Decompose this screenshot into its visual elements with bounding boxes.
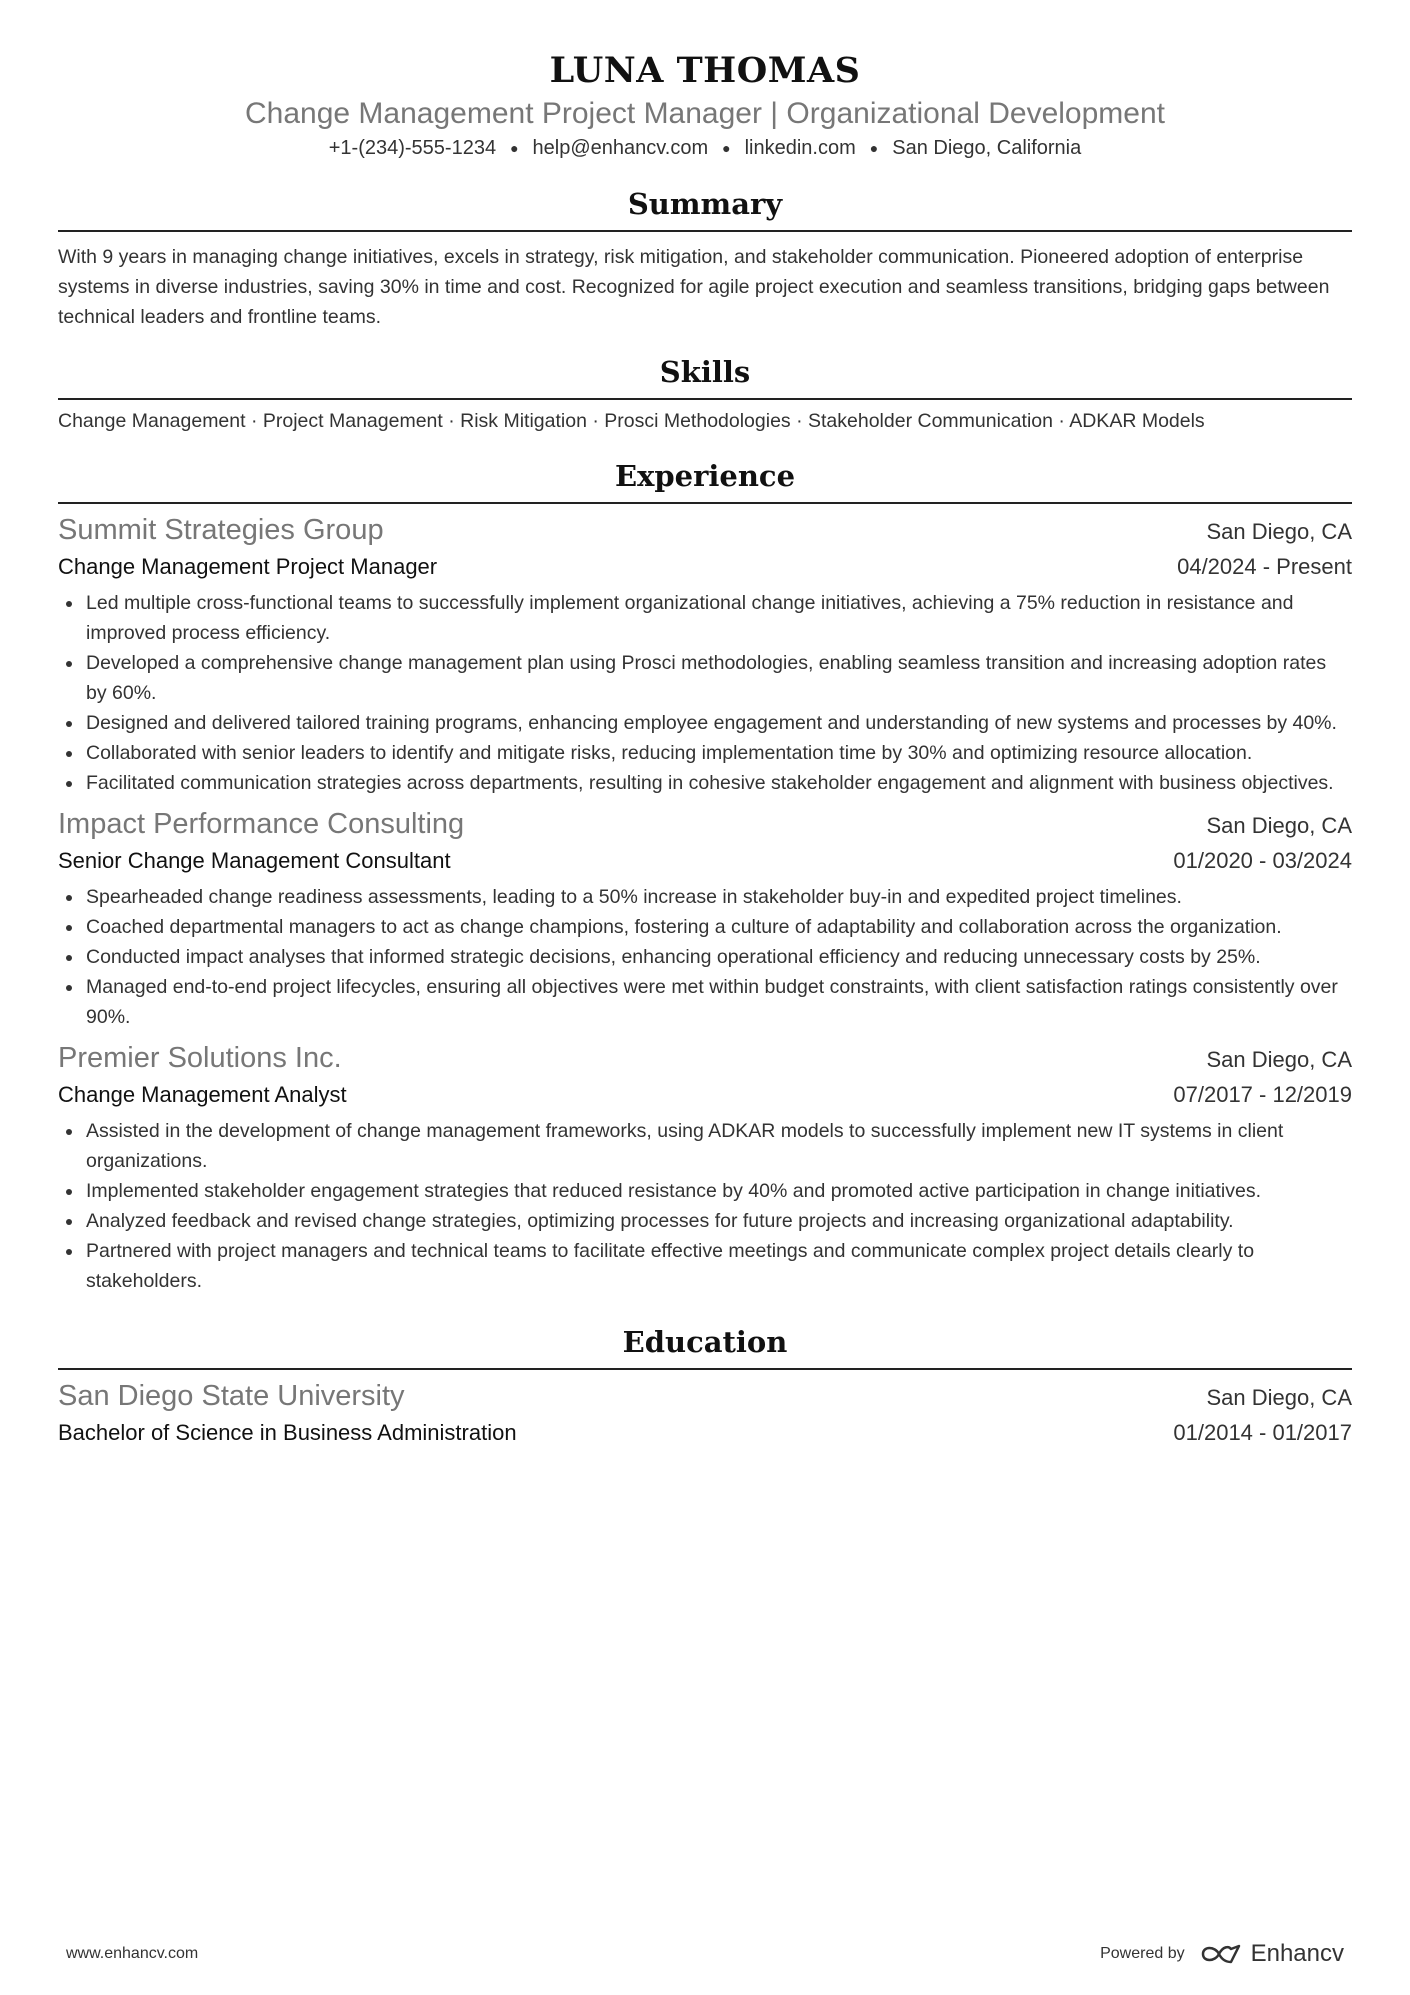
section-title-experience: Experience	[58, 456, 1352, 504]
company-name: Summit Strategies Group	[58, 514, 384, 546]
entry-header-row	[58, 1040, 1352, 1078]
section-title-education: Education	[58, 1322, 1352, 1370]
school-name: San Diego State University	[58, 1380, 405, 1412]
skills-section	[58, 352, 1352, 436]
enhancv-brand[interactable]	[1199, 1940, 1344, 1968]
page-footer	[66, 1940, 1344, 1968]
achievement-item: Spearheaded change readiness assessments, leading to a 50% increase in stakeholder buy-in and expedited project timelines.	[58, 882, 1352, 912]
achievement-item: Conducted impact analyses that informed strategic decisions, enhancing operational efficiency and reducing unnecessary costs by 25%.	[58, 942, 1352, 972]
job-title: Change Management Project Manager	[58, 554, 438, 579]
achievement-item: Coached departmental managers to act as change champions, fostering a culture of adaptability and collaboration across the organization.	[58, 912, 1352, 942]
education-entry	[58, 1378, 1352, 1450]
entry-role-row	[58, 1078, 1352, 1112]
experience-section	[58, 456, 1352, 1296]
section-title-summary: Summary	[58, 184, 1352, 232]
skills-list: Change Management · Project Management · Risk Mitigation · Prosci Methodologies · Stakeholder Communication · ADKAR Models	[58, 410, 1205, 432]
contact-location: San Diego, California	[892, 137, 1082, 159]
degree-title: Bachelor of Science in Business Administration	[58, 1420, 517, 1445]
contact-line	[58, 134, 1352, 162]
entry-header-row	[58, 1378, 1352, 1416]
entry-role-row	[58, 550, 1352, 584]
enhancv-logo-icon	[1199, 1943, 1243, 1965]
company-name: Premier Solutions Inc.	[58, 1042, 342, 1074]
section-title-skills: Skills	[58, 352, 1352, 400]
candidate-name: LUNA THOMAS	[549, 50, 861, 91]
education-section	[58, 1322, 1352, 1450]
entry-degree-row	[58, 1416, 1352, 1450]
entry-header-row	[58, 512, 1352, 550]
company-location: San Diego, CA	[1206, 813, 1352, 838]
entry-role-row	[58, 844, 1352, 878]
summary-text: With 9 years in managing change initiatives, excels in strategy, risk mitigation, and stakeholder communication. Pioneered adoption of enterprise systems in diverse industries, saving 30% in time and cost. Recognized for agile project execution and seamless transitions, bridging gaps between technical leaders and frontline teams.	[58, 246, 1330, 328]
degree-dates: 01/2014 - 01/2017	[1173, 1420, 1352, 1445]
contact-phone: +1-(234)-555-1234	[328, 137, 497, 159]
achievement-item: Facilitated communication strategies across departments, resulting in cohesive stakeholder engagement and alignment with business objectives.	[58, 768, 1352, 798]
company-location: San Diego, CA	[1206, 1047, 1352, 1072]
job-dates: 07/2017 - 12/2019	[1173, 1082, 1352, 1107]
summary-section	[58, 184, 1352, 332]
achievement-item: Implemented stakeholder engagement strategies that reduced resistance by 40% and promoted active participation in change initiatives.	[58, 1176, 1352, 1206]
footer-branding	[1100, 1940, 1344, 1968]
achievement-item: Analyzed feedback and revised change strategies, optimizing processes for future projects and increasing organizational adaptability.	[58, 1206, 1352, 1236]
experience-entry	[58, 512, 1352, 798]
resume-header	[58, 50, 1352, 162]
achievement-list	[58, 882, 1352, 1032]
job-dates: 01/2020 - 03/2024	[1173, 848, 1352, 873]
contact-linkedin[interactable]: linkedin.com	[744, 137, 856, 159]
job-title: Change Management Analyst	[58, 1082, 347, 1107]
contact-email[interactable]: help@enhancv.com	[532, 137, 709, 159]
entry-header-row	[58, 806, 1352, 844]
achievement-item: Partnered with project managers and technical teams to facilitate effective meetings and communicate complex project details clearly to stakeholders.	[58, 1236, 1352, 1296]
achievement-item: Managed end-to-end project lifecycles, ensuring all objectives were met within budget constraints, with client satisfaction ratings consistently over 90%.	[58, 972, 1352, 1032]
brand-name: Enhancv	[1250, 1940, 1344, 1967]
experience-entry	[58, 1040, 1352, 1296]
achievement-list	[58, 1116, 1352, 1296]
achievement-item: Collaborated with senior leaders to identify and mitigate risks, reducing implementation time by 30% and optimizing resource allocation.	[58, 738, 1352, 768]
job-title: Senior Change Management Consultant	[58, 848, 451, 873]
job-dates: 04/2024 - Present	[1177, 554, 1352, 579]
school-location: San Diego, CA	[1206, 1385, 1352, 1410]
candidate-headline: Change Management Project Manager | Organizational Development	[245, 97, 1165, 130]
achievement-item: Assisted in the development of change management frameworks, using ADKAR models to successfully implement new IT systems in client organizations.	[58, 1116, 1352, 1176]
company-location: San Diego, CA	[1206, 519, 1352, 544]
powered-by-label: Powered by	[1100, 1945, 1185, 1962]
achievement-item: Led multiple cross-functional teams to successfully implement organizational change initiatives, achieving a 75% reduction in resistance and improved process efficiency.	[58, 588, 1352, 648]
achievement-item: Developed a comprehensive change management plan using Prosci methodologies, enabling seamless transition and increasing adoption rates by 60%.	[58, 648, 1352, 708]
separator-dot: ●	[510, 140, 519, 156]
achievement-item: Designed and delivered tailored training programs, enhancing employee engagement and understanding of new systems and processes by 40%.	[58, 708, 1352, 738]
company-name: Impact Performance Consulting	[58, 808, 465, 840]
footer-website-link[interactable]: www.enhancv.com	[66, 1945, 199, 1962]
separator-dot: ●	[869, 140, 879, 156]
achievement-list	[58, 588, 1352, 798]
experience-entry	[58, 806, 1352, 1032]
separator-dot: ●	[722, 140, 731, 156]
